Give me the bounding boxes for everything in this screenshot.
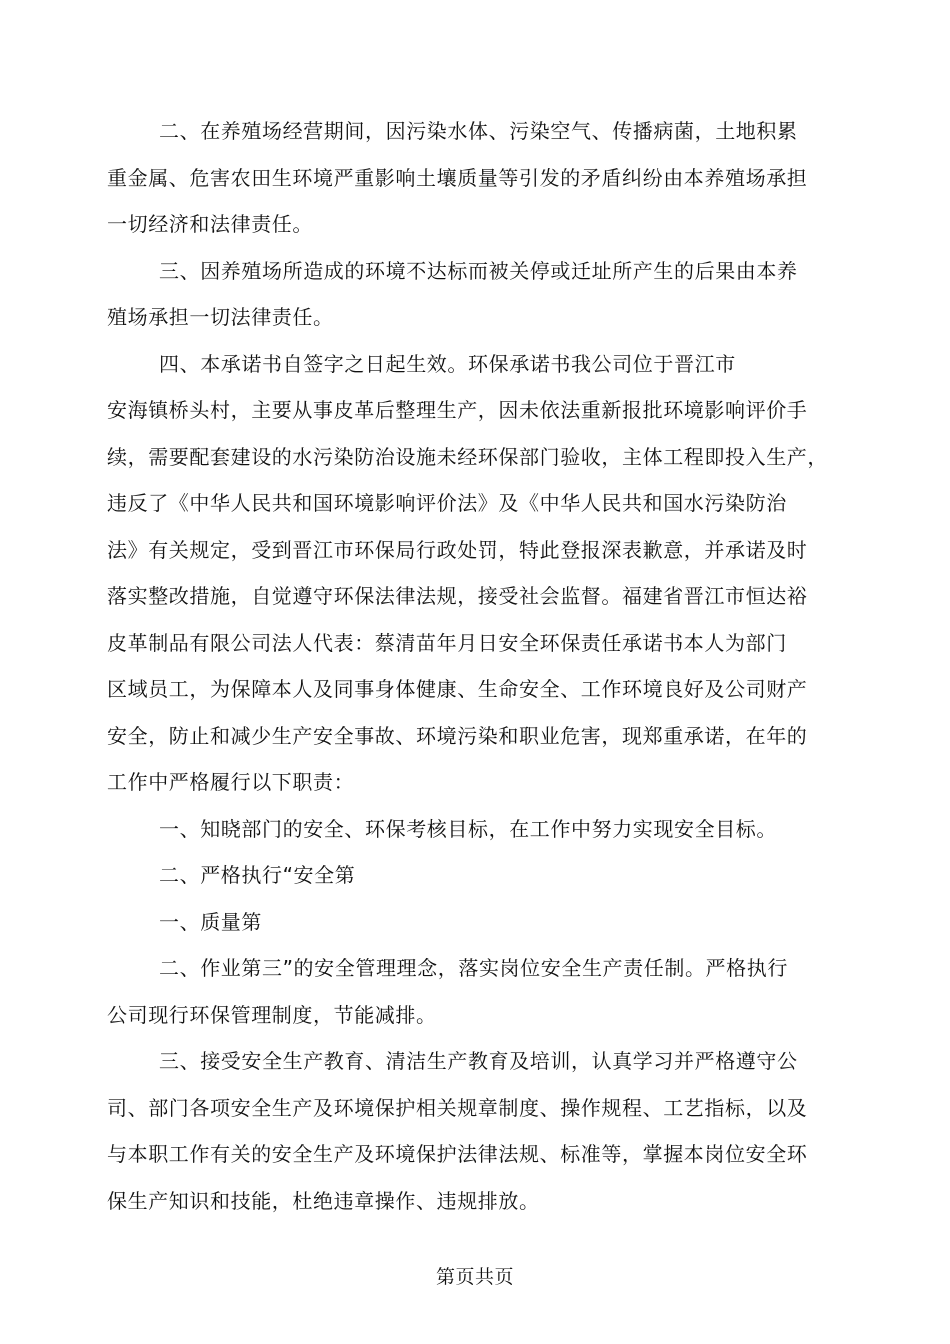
paragraph-line: 区域员工，为保障本人及同事身体健康、生命安全、工作环境良好及公司财产 [107,677,808,701]
page-footer: 第页共页 [435,1266,514,1288]
paragraph-line: 殖场承担一切法律责任。 [107,305,334,329]
paragraph-line: 四、本承诺书自签字之日起生效。环保承诺书我公司位于晋江市 [159,351,736,376]
paragraph-line: 违反了《中华人民共和国环境影响评价法》及《中华人民共和国水污染防治 [107,491,787,515]
paragraph-line: 一、质量第 [159,909,262,934]
paragraph-line: 安全，防止和减少生产安全事故、环境污染和职业危害，现郑重承诺，在年的 [107,723,808,748]
paragraph-line: 重金属、危害农田生环境严重影响土壤质量等引发的矛盾纠纷由本养殖场承担 [107,165,808,190]
paragraph-line: 保生产知识和技能，杜绝违章操作、违规排放。 [107,1188,540,1213]
paragraph-line: 一、知晓部门的安全、环保考核目标，在工作中努力实现安全目标。 [159,816,777,841]
paragraph-line: 续，需要配套建设的水污染防治设施未经环保部门验收，主体工程即投入生产， [107,444,828,469]
document-body [107,108,842,1224]
paragraph-line: 法》有关规定，受到晋江市环保局行政处罚，特此登报深表歉意，并承诺及时 [107,537,808,562]
paragraph-line: 二、在养殖场经营期间，因污染水体、污染空气、传播病菌，土地积累 [159,119,798,143]
paragraph-line: 落实整改措施，自觉遵守环保法律法规，接受社会监督。福建省晋江市恒达裕 [107,584,808,608]
paragraph-line: 公司现行环保管理制度，节能减排。 [107,1002,437,1027]
paragraph-line: 与本职工作有关的安全生产及环境保护法律法规、标准等，掌握本岗位安全环 [107,1142,808,1166]
paragraph-line: 三、接受安全生产教育、清洁生产教育及培训，认真学习并严格遵守公 [159,1049,798,1073]
paragraph-line: 司、部门各项安全生产及环境保护相关规章制度、操作规程、工艺指标，以及 [107,1095,808,1120]
paragraph-line: 安海镇桥头村，主要从事皮革后整理生产，因未依法重新报批环境影响评价手 [107,398,808,422]
paragraph-line: 二、严格执行“安全第 [159,863,356,887]
paragraph-line: 工作中严格履行以下职责： [107,770,355,794]
paragraph-line: 三、因养殖场所造成的环境不达标而被关停或迁址所产生的后果由本养 [159,258,798,283]
paragraph-line: 二、作业第三”的安全管理理念，落实岗位安全生产责任制。严格执行 [159,956,788,980]
paragraph-line: 皮革制品有限公司法人代表：蔡清苗年月日安全环保责任承诺书本人为部门 [107,630,787,655]
paragraph-line: 一切经济和法律责任。 [107,212,313,236]
